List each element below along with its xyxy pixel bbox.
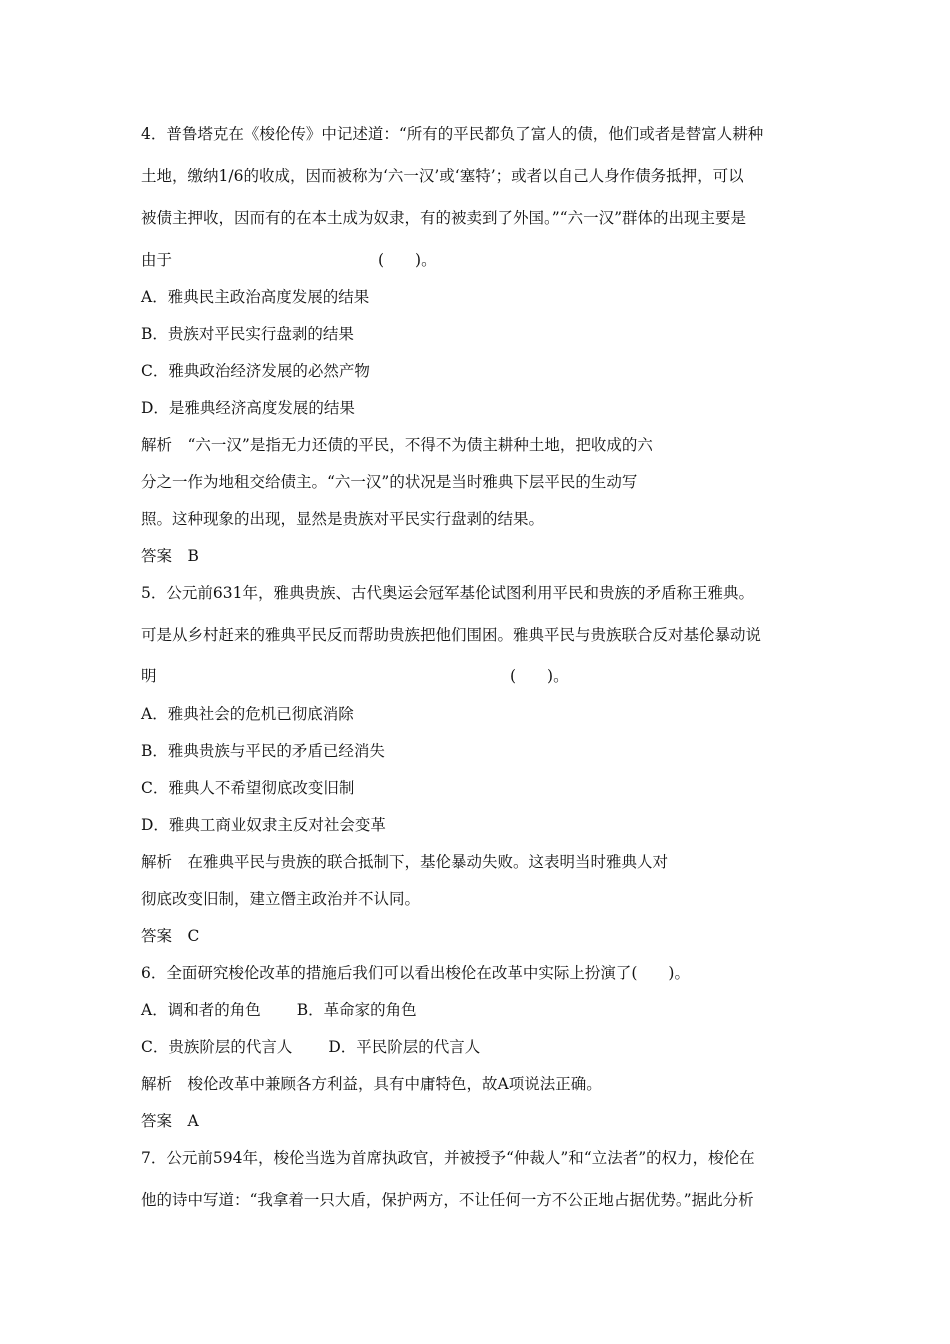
q6-analysis: 解析 梭伦改革中兼顾各方利益，具有中庸特色，故A项说法正确。 bbox=[141, 1075, 602, 1093]
q6-answer: 答案 A bbox=[141, 1112, 199, 1130]
q5-answer: 答案 C bbox=[141, 927, 200, 945]
q4-stem-line-3: 被债主押收，因而有的在本土成为奴隶，有的被卖到了外国。”“六一汉”群体的出现主要是 bbox=[141, 209, 747, 227]
q4-answer-blank: ( )。 bbox=[378, 251, 437, 269]
q5-stem-line-1: 5．公元前631年，雅典贵族、古代奥运会冠军基伦试图利用平民和贵族的矛盾称王雅典。 bbox=[141, 584, 754, 602]
q6-options-row-2 bbox=[141, 1037, 480, 1057]
q4-option-a: A．雅典民主政治高度发展的结果 bbox=[141, 288, 370, 306]
q6-options-row-1 bbox=[141, 1000, 417, 1020]
q5-answer-blank: ( )。 bbox=[510, 667, 569, 685]
q6-option-b: B．革命家的角色 bbox=[296, 1001, 417, 1019]
q5-option-b: B．雅典贵族与平民的矛盾已经消失 bbox=[141, 742, 385, 760]
q4-stem-line-2: 土地，缴纳1/6的收成，因而被称为‘六一汉’或‘塞特’；或者以自己人身作债务抵押，可以 bbox=[141, 167, 744, 185]
q4-stem-line-1: 4．普鲁塔克在《梭伦传》中记述道：“所有的平民都负了富人的债，他们或者是替富人耕种 bbox=[141, 125, 764, 143]
q7-stem-line-2: 他的诗中写道：“我拿着一只大盾，保护两方，不让任何一方不公正地占据优势。”据此分析 bbox=[141, 1191, 754, 1209]
q5-option-d: D．雅典工商业奴隶主反对社会变革 bbox=[141, 816, 386, 834]
q4-analysis-line-2: 分之一作为地租交给债主。“六一汉”的状况是当时雅典下层平民的生动写 bbox=[141, 473, 638, 491]
q5-analysis-line-2: 彻底改变旧制，建立僭主政治并不认同。 bbox=[141, 890, 421, 908]
q7-stem-line-1: 7．公元前594年，梭伦当选为首席执政官，并被授予“仲裁人”和“立法者”的权力，梭伦在 bbox=[141, 1149, 755, 1167]
q5-analysis-line-1: 解析 在雅典平民与贵族的联合抵制下，基伦暴动失败。这表明当时雅典人对 bbox=[141, 853, 669, 871]
q4-stem-line-4: 由于 bbox=[141, 251, 173, 269]
q4-analysis-line-3: 照。这种现象的出现，显然是贵族对平民实行盘剥的结果。 bbox=[141, 510, 545, 528]
q6-option-c: C．贵族阶层的代言人 bbox=[141, 1038, 293, 1056]
q6-option-d: D．平民阶层的代言人 bbox=[328, 1038, 481, 1056]
q6-stem: 6．全面研究梭伦改革的措施后我们可以看出梭伦在改革中实际上扮演了( )。 bbox=[141, 964, 690, 982]
q6-option-a: A．调和者的角色 bbox=[141, 1001, 261, 1019]
q5-option-a: A．雅典社会的危机已彻底消除 bbox=[141, 705, 354, 723]
q5-stem-line-3: 明 bbox=[141, 667, 157, 685]
q4-answer: 答案 B bbox=[141, 547, 199, 565]
q5-stem-line-2: 可是从乡村赶来的雅典平民反而帮助贵族把他们围困。雅典平民与贵族联合反对基伦暴动说 bbox=[141, 626, 762, 644]
q5-option-c: C．雅典人不希望彻底改变旧制 bbox=[141, 779, 355, 797]
q4-option-c: C．雅典政治经济发展的必然产物 bbox=[141, 362, 370, 380]
q4-analysis-line-1: 解析 “六一汉”是指无力还债的平民，不得不为债主耕种土地，把收成的六 bbox=[141, 436, 653, 454]
q4-option-b: B．贵族对平民实行盘剥的结果 bbox=[141, 325, 354, 343]
q4-option-d: D．是雅典经济高度发展的结果 bbox=[141, 399, 355, 417]
